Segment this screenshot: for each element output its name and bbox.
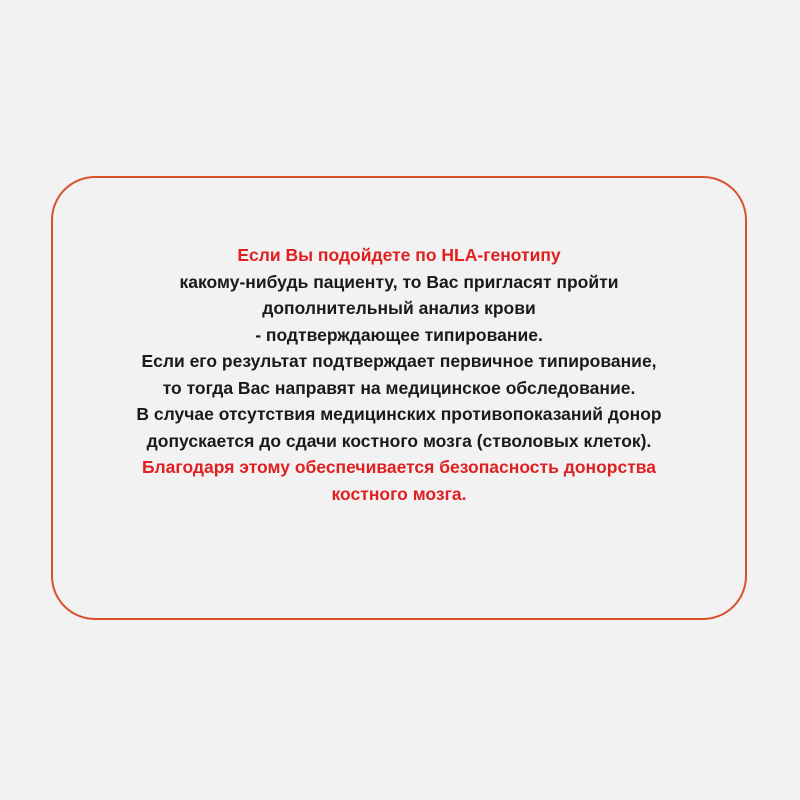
text-line: дополнительный анализ крови [262, 298, 536, 318]
text-line: - подтверждающее типирование. [255, 324, 543, 345]
text-line: Если его результат подтверждает первичное типирование, [141, 351, 657, 371]
text-line: В случае отсутствия медицинских противопоказаний донор [136, 404, 662, 424]
info-text [51, 242, 747, 507]
text-line: то тогда Вас направят на медицинское обследование. [162, 377, 636, 398]
highlight-line: Благодаря этому обеспечивается безопасность донорства [141, 457, 657, 477]
text-line: какому-нибудь пациенту, то Вас пригласят пройти [179, 271, 619, 292]
text-line: допускается до сдачи костного мозга (стволовых клеток). [146, 430, 652, 451]
highlight-line: костного мозга. [331, 483, 467, 504]
highlight-line: Если Вы подойдете по HLA-генотипу [237, 245, 561, 265]
